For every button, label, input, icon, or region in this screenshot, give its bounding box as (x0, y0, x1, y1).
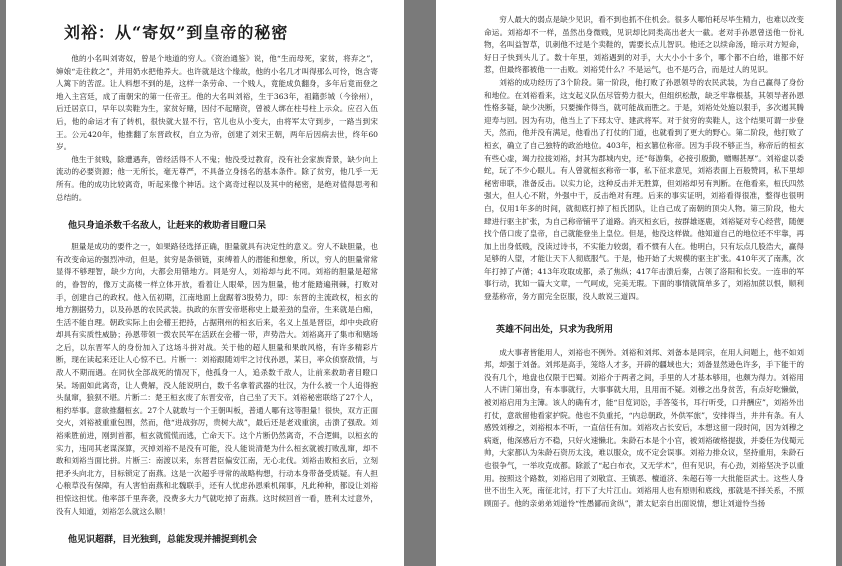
section-heading: 他只身追杀数千名敌人，让赶来的救助者目瞪口呆 (68, 221, 267, 232)
left-page (6, 0, 404, 566)
intro-paragraph: 他生于贫贱，除遭遇奔，曾经活得不人不鬼；他没受过教育，没有社会家族背景，缺少向上流动的必要资源；他一无所长，毫无尊严，不具备立身扬名的基本条件。除了贫穷，他几乎一无所有。他的成功比较离奇，听起来像个神话。这个离奇过程以及其中的秘密，是绝对值得思考和总结的。 (56, 154, 378, 202)
intro-paragraph: 他的小名叫刘寄奴，曾是个地道的穷人。《资治通鉴》说，他“生而母死，家贫，将弃之”，婶娘“走往救之”，并用奶水把他养大。也许就是这个缘故，他的小名几才叫得那么可怜，饱含寄人篱下的苦涩。让人料想不到的是，这样一条劳命、一个贱人，竟能成负翻身，多年后竟而登之地入主宫廷，成了南朝宋的第一任帝王。他的大名叫刘裕，生于363年，祖籍彭城（今徐州），后迁居京口，早年以卖鞋为生，家贫好赌，因付不起赌资，曾被人绑在柱号柱上示众。应召入伍后，他的命运才有了转机，很快就大显不行，官儿也从小变大，由将军太守到步，一路当到宋王。公元420年，他推翻了东晋政权，自立为帝，创建了刘宋王朝，两年后因病去世，终年60岁。 (56, 54, 378, 152)
body-paragraph: 穷人最大的弱点是缺少见识，看不到也抓不住机会。很多人哪怕耗尽毕生精力，也难以改变命运。刘裕却不一样，虽然出身微贱，见识却比同类高出老大一截。老对手孙恩曾送他一份礼物，名叫益智草，讥刺他不过是个卖鞋的，需要长点儿智识。他还之以续命汤，暗示对方短命，好日子快到头儿了。数十年里，刘裕遇到的对手，大大小小十多个，哪个都不白给，谁都不好惹，但最终都被他一一击败。刘裕凭什么？不是运气，也不是巧合，而是过人的见识。 (484, 15, 804, 75)
article-title: 刘裕：从“寄奴”到皇帝的秘密 (64, 23, 289, 42)
body-paragraph: 胆量是成功的要件之一，如果路径选择正确，胆量就具有决定性的意义。穷人不缺胆量，也有改变命运的强烈冲动，但是，贫穷是条锁链，束缚着人的潜能和想象，所以，穷人的胆量常常显得不够理智，缺少方向，大都会用错地方。同是穷人，刘裕却与此不同。刘裕的胆量是超常的，眷智的，像万丈高楼一样立体开放，看着让人眼晕，因为胆量，他才能踏遍荆棘，打败对手，创建自己的政权。他入伍初期，江南地面上盘踞着3股势力，即：东晋的主流政权，桓玄的地方割据势力，以及孙恩的农民武装。执政的东晋安帝堪称史上最差劲的皇帝，生来就是白痴，生活不能自理。朝政实际上由会稽王把持，占据荆州的桓玄后来，名义上虽是晋臣，却中央政府却具有实质性威胁；孙恩带领一拨农民军在活跃在会稽一带，声势浩大。刘裕离开了集市和赌场之后，以东晋军人的身份加入了这场斗拼对战。关于他的超人胆量和果敢风格，有许多精彩片断，现在读起来还让人心惊不已。片断一：刘裕跟随刘牢之讨伐孙恩，某日，率众侦察敌情，与敌人不期而遇。在同伙全部战死的情况下，他孤身一人，追杀数千敌人，让前来救助者目瞪口呆。场面如此离奇，让人费解，没人能说明白，数千名拿着武器的壮汉，为什么被一个人追得抱头鼠窜，狼狈不堪。片断二：楚王桓玄废了东晋安帝，自己坐了天下。刘裕秘密联络了27个人，相约举事。意欲推翻桓玄。27个人就敢与一个王朝叫板，普通人哪有这等胆量！很快，双方正面交火，刘裕被重重包围，然而，他“进战弥厉，贵树大战”，最后还是老戏重演，击溃了强敌。刘裕乘胜前进，刚到首都，桓玄就慌慌而逃，亡命天下。这个片断仍然离奇，不合逻辑，以桓玄的实力，违同其老谋深算，灭掉刘裕不是没有可能，没人能说清楚为什么桓玄就被打败乱窜，却不敢和刘裕当面比拼。片断三：南渡以来，东晋君臣偏安江南，无心北伐。刘裕击败桓玄后，立刻把矛头向北方，目标锁定了南燕。这是一次超乎寻常的战略构想，行动本身带备受质疑。有人担心粮草没有保障，有人害怕南燕和北魏联手，还有人忧虑孙恩乘机闹事，凡此种种，都设让刘裕担惊这担忧。他率部千里奔袭，没费多大力气就吃掉了南燕。这时候回首一看，胜利太过意外，没有人知道，刘裕怎么就这么顺！ (56, 242, 378, 516)
right-page (436, 0, 836, 566)
section-heading: 英雄不问出处，只求为我所用 (496, 324, 614, 335)
body-paragraph: 成大事者皆能用人，刘裕也不例外。刘裕和刘邦、刘备本是同宗，在用人问题上，他不如刘邦，却强于刘备。刘邦是高手，笼络人才多，开辟的疆域也大；刘备显然逊色许多，手下能干的没有几个，地盘也仅限于巴蜀。刘裕介于两者之间，手里的人才基本够用，也颇为得力。刘裕用人不讲门第出身，有本事就行，大事事就大用，且用而不疑。刘穆之出身贫苦，有点好吃懒做，被刘裕启用为主簿。该人的确有才，能“目览词讼，手答笺书，耳行听受，口并酬应”，刘裕外出打仗，意欲留他看家护院。他也不负重托，“内总朝政，外供军旅”，安排得当，井井有条。有人感毁刘穆之，刘裕根本不听，一直信任有加。刘裕攻占长安后，本想这留一段时间，因为刘穆之病逝，他深感后方不稳，只好火速懒北。朱龄石本是个小官，被刘裕破格提拔，并委任为伐蜀元帅，大家都认为朱龄石资历太浅，难以服众，成不定会误事。刘裕力排众议，坚持重用，朱龄石也很争气，一举攻克成都。除派了“起白布衣，又无学术”，但有见识，有心劲，刘裕坚决予以重用。按照这个路数，刘裕启用了刘敬宣、王镇恶、檀道济、朱超石等一大批能臣武士。这些人身世不出生入死，南征北讨，打下了大片江山。刘裕用人也有原则和底线，那就是不择关系，不照顾面子。他的亲弟弟刘道怜“性愚鄙而贪纵”，萧太妃亲自出面说情，想让刘道怜当扬 (484, 347, 804, 508)
section-heading: 他见识超群，目光独到，总能发现并捕捉到机会 (68, 535, 258, 546)
body-paragraph: 刘裕的成功经历了3个阶段。第一阶段，他打败了孙恩领导的农民武装，为自己赢得了身份和地位。在刘裕看来，这支起义队伍尽管势力很大，但组织松散，缺乏牢靠根基，其领导者孙恩性格多疑，缺少决断，只要操作得当，就可能战而胜之。于是，刘裕处处施以狠手，多次遏其腾迎寿与回。因为有功，他当上了下邳太守、建武将军。对于贫穷的卖鞋人，这个结果可谓一步登天，然而，他并没有满足，他看出了打仗的门道，也就看到了更大的野心。第二阶段，他打败了桓玄，确立了自己独特的政治地位。403年，桓玄篡位称帝。因为手段不够正当，称帝后的桓玄有些心虚，竭力拉拢刘裕，封其为郡城内史，还“每游集，必接引殷勤，赠赐甚厚”。刘裕虚以委蛇，玩了不少心眼儿。有人曾就桓玄称帝一事，私下征求意见，刘裕表面上百般赞同，私下里却秘密串联，准备反击。以实力论，这种反击并无胜算，但刘裕却另有判断。在他看来，桓氏四然强大，但人心不附，外强中干，反击绝对有理。后来的事实证明，刘裕看得很准，整得也很明白，仅用1年多的时间，就彻底打掉了桓氏团队，让自己成了南朝的顶尖人物。第三阶段，他大肆进行驱主扩张，为自己称帝铺平了道路。消灭桓玄后，按群雄逐鹿，刘裕疑对专心经营，随便找个借口废了皇帝，自己就能登坐上皇位。但是，他没这样做。他知道自己的地位还不牢靠，再加上出身低贱，没读过诗书，不实能力较弱，看不惯有人在。他明白，只有坛点几股浩大，赢得足够的人望，才能让天下人彻底服气。于是，他开始了大规模的驱主扩张。410年灭了南燕，次年打掉了卢循；413年攻取成都，杀了焦纵；417年击溃后秦，占领了洛阳和长安。一连串的军事行动，犹如一篇大文章，一气呵成，完美无瑕。下面的事情就简单多了，刘裕加蔗以恨，顺利登基称帝，务方面完全臣服，没人敢说三道四。 (484, 77, 804, 302)
